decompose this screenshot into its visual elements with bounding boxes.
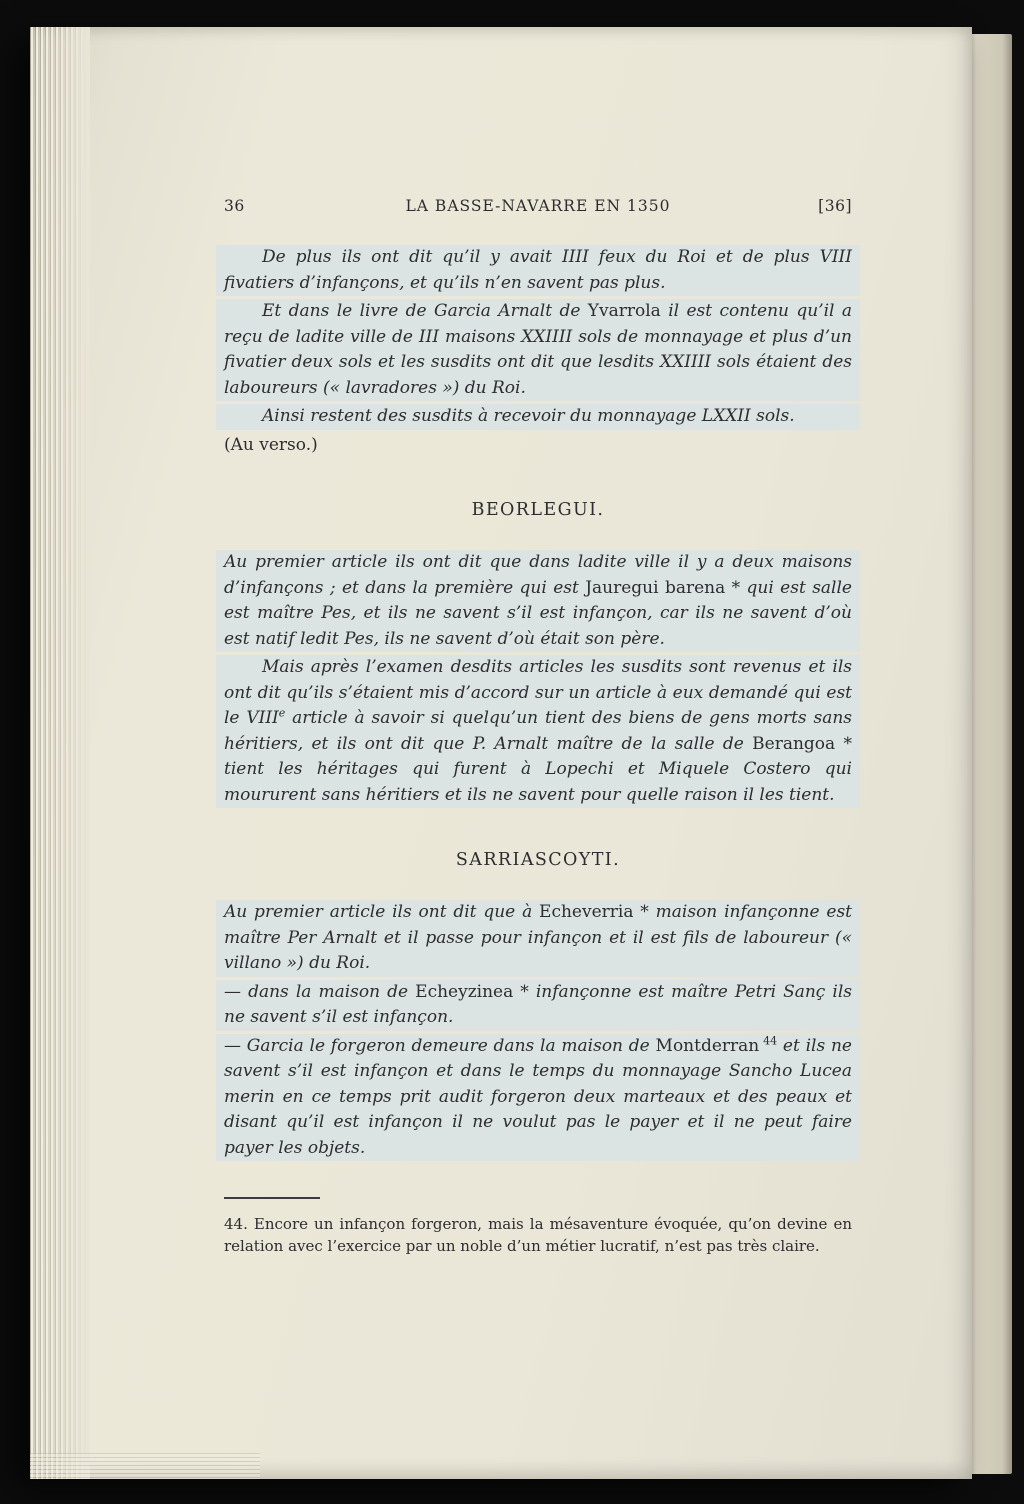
paragraph-sarriascoyti-1 — [224, 900, 852, 977]
page-content — [30, 27, 972, 1479]
text-run: Et dans le livre de Garcia Arnalt de — [262, 301, 588, 321]
text-run: article à savoir si quelqu’un tient des biens de gens morts sans héritiers, et ils ont dit que P. Arnalt maître de la salle de — [224, 708, 853, 754]
text-run: 44. Encore un infançon forgeron, mais la mésaventure évoquée, qu’on devine en relation avec l’exercice par un noble d’un métier lucratif, n’est pas très claire. — [224, 1215, 852, 1255]
text-run: tient les héritages qui furent à Lopechi et Miquele Costero qui moururent sans héritiers et ils ne savent pour quelle raison il les tient. — [224, 759, 852, 805]
book-page — [30, 27, 972, 1479]
text-run: Montderran — [655, 1035, 760, 1056]
paragraph-ainsi-restent — [224, 404, 852, 430]
text-run: Echeverria * — [539, 902, 656, 922]
paragraph-de-plus — [224, 245, 852, 296]
paragraph-beorlegui-1 — [224, 550, 852, 652]
text-run: Ainsi restent des susdits à recevoir du monnayage LXXII sols. — [262, 406, 795, 426]
text-run: Yvarrola — [587, 301, 661, 321]
text-run: 44 — [759, 1033, 778, 1047]
text-run: e — [278, 706, 286, 720]
text-run: qui est salle est maître Pes, et ils ne savent s’il est infançon, car ils ne savent d’où est natif ledit Pes, ils ne savent d’où était son père. — [224, 577, 852, 649]
header-page-number-left: 36 — [224, 197, 245, 215]
paragraph-livre-garcia — [224, 299, 852, 401]
verso-note — [224, 433, 852, 459]
text-run: De plus ils ont dit qu’il y avait IIII feux du Roi et de plus VIII fivatiers d’infançons, et qu’ils n’en savent pas plus. — [224, 247, 852, 293]
text-run: il est contenu qu’il a reçu de ladite ville de III maisons XXIIII sols de monnayage et plus d’un fivatier deux sols et les susdits ont dit que lesdits XXIIII sols étaient des laboureurs (« lavradores ») du Roi. — [224, 301, 853, 398]
header-page-number-right: [36] — [818, 197, 852, 215]
text-run: — dans la maison de — [224, 981, 416, 1002]
text-run: infançonne est maître Petri Sanç ils ne savent s’il est infançon. — [224, 981, 852, 1027]
header-title: LA BASSE-NAVARRE EN 1350 — [405, 197, 671, 215]
text-run: Au premier article ils ont dit que à — [224, 902, 540, 922]
text-run: Au premier article ils ont dit que dans ladite ville il y a deux maisons d’infançons ; et dans la première qui est — [224, 552, 852, 598]
text-run: Berangoa * — [752, 733, 853, 754]
paragraph-sarriascoyti-3 — [224, 1034, 852, 1162]
text-run: Mais après l’examen desdits articles les susdits sont revenus et ils ont dit qu’ils s’étaient mis d’accord sur un article à eux demandé qui est le VIII — [224, 657, 852, 728]
footnote-44 — [224, 1197, 852, 1257]
running-header — [224, 197, 852, 215]
text-run: maison infançonne est maître Per Arnalt et il passe pour infançon et il est fils de laboureur (« villano ») du Roi. — [224, 902, 853, 973]
text-run: (Au verso.) — [224, 434, 318, 455]
section-heading-beorlegui: BEORLEGUI. — [471, 500, 605, 520]
paragraph-beorlegui-2 — [224, 655, 852, 808]
text-run: Jauregui barena * — [585, 577, 747, 598]
text-run: Echeyzinea * — [415, 981, 536, 1002]
text-run: — Garcia le forgeron demeure dans la maison de — [224, 1035, 656, 1056]
text-blocks — [224, 245, 852, 1257]
paragraph-sarriascoyti-2 — [224, 980, 852, 1031]
text-run: et ils ne savent s’il est infançon et dans le temps du monnayage Sancho Lucea merin en ce temps prit audit forgeron deux marteaux et des peaux et disant qu’il est infançon il ne voulut pas le payer et il ne peut faire payer les objets. — [224, 1035, 852, 1158]
section-heading-sarriascoyti: SARRIASCOYTI. — [455, 850, 621, 870]
